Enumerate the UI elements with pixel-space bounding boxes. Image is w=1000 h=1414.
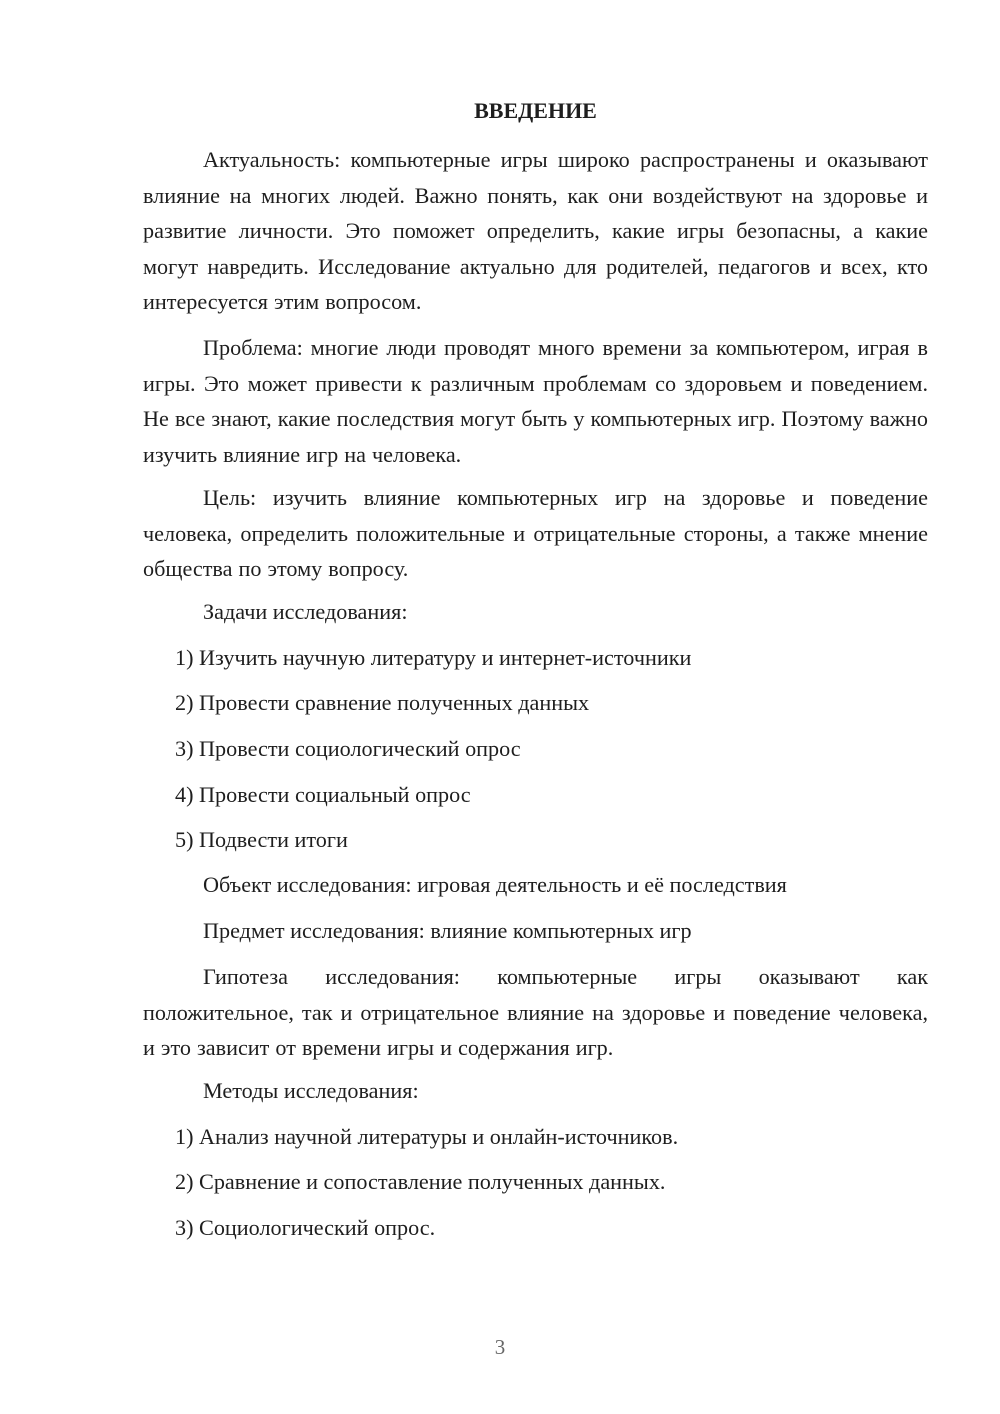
page-number: 3	[494, 1335, 506, 1359]
list-item: 2) Провести сравнение полученных данных	[175, 690, 590, 715]
hypothesis-paragraph: Гипотеза исследования: компьютерные игры оказывают как положительное, так и отрицательное влияние на здоровье и поведение человека, и это зависит от времени игры и содержания игр.	[143, 964, 928, 1061]
goal-paragraph: Цель: изучить влияние компьютерных игр на здоровье и поведение человека, определить положительные и отрицательные стороны, а также мнение общества по этому вопросу.	[143, 485, 928, 582]
list-item: 3) Социологический опрос.	[175, 1215, 436, 1240]
list-item: 2) Сравнение и сопоставление полученных данных.	[175, 1169, 666, 1194]
research-object: Объект исследования: игровая деятельность и её последствия	[203, 872, 787, 897]
list-item: 1) Изучить научную литературу и интернет-источники	[175, 645, 692, 670]
relevance-paragraph: Актуальность: компьютерные игры широко распространены и оказывают влияние на многих людей. Важно понять, как они воздействуют на здоровье и развитие личности. Это поможет определить, какие игры безопасны, а какие могут навредить. Исследование актуально для родителей, педагогов и всех, кто интересуется этим вопросом.	[143, 147, 928, 315]
research-subject: Предмет исследования: влияние компьютерных игр	[203, 918, 692, 943]
methods-heading: Методы исследования:	[203, 1078, 419, 1103]
problem-paragraph: Проблема: многие люди проводят много времени за компьютером, играя в игры. Это может привести к различным проблемам со здоровьем и поведением. Не все знают, какие последствия могут быть у компьютерных игр. Поэтому важно изучить влияние игр на человека.	[143, 335, 928, 467]
list-item: 1) Анализ научной литературы и онлайн-источников.	[175, 1124, 679, 1149]
list-item: 3) Провести социологический опрос	[175, 736, 521, 761]
tasks-heading: Задачи исследования:	[203, 599, 408, 624]
section-title: ВВЕДЕНИЕ	[474, 98, 597, 123]
list-item: 5) Подвести итоги	[175, 827, 348, 852]
list-item: 4) Провести социальный опрос	[175, 782, 471, 807]
